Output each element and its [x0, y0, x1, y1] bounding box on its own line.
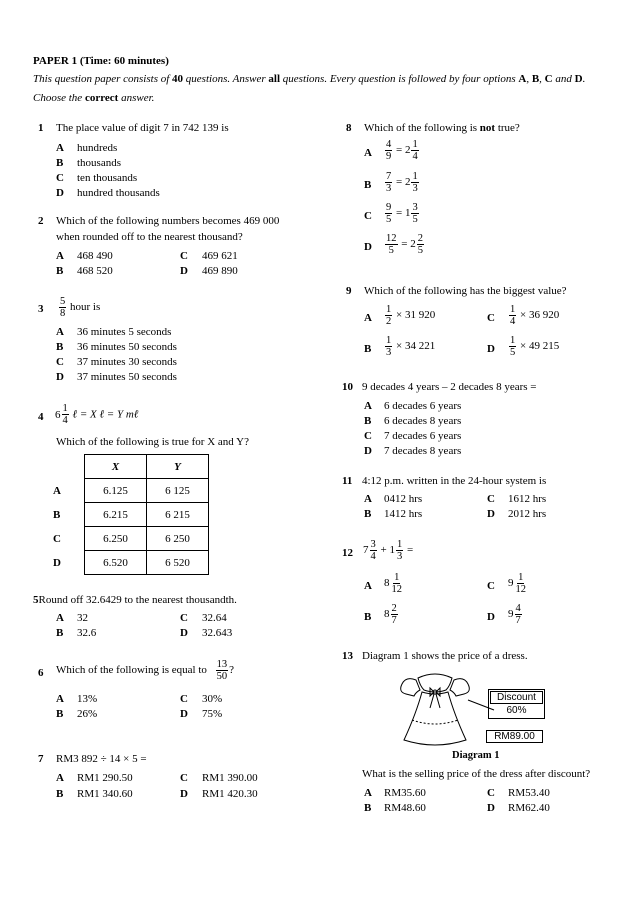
- question-stem: Which of the following is equal to $\frac{13}{50}$ ?: [56, 659, 235, 682]
- question-number: 1: [38, 122, 44, 134]
- option-label[interactable]: A: [56, 612, 64, 624]
- question-stem: RM3 892 ÷ 14 × 5 =: [56, 753, 147, 765]
- option-label[interactable]: B: [56, 708, 64, 720]
- option-label[interactable]: C: [180, 693, 188, 705]
- option-text[interactable]: 32.643: [202, 627, 233, 639]
- option-text[interactable]: 36 minutes 5 seconds: [77, 326, 172, 338]
- option-label[interactable]: A: [364, 787, 372, 799]
- option-text[interactable]: 7 decades 8 years: [384, 445, 462, 457]
- option-label[interactable]: B: [56, 265, 64, 277]
- option-text[interactable]: RM1 340.60: [77, 788, 133, 800]
- option-label[interactable]: B: [56, 157, 64, 169]
- discount-label: Discount: [490, 691, 543, 704]
- option-text[interactable]: RM53.40: [508, 787, 550, 799]
- option-text[interactable]: RM35.60: [384, 787, 426, 799]
- option-text[interactable]: 468 490: [77, 250, 113, 262]
- option-text[interactable]: 9 $\frac{1}{12}$: [508, 572, 526, 595]
- option-text[interactable]: 37 minutes 50 seconds: [77, 371, 177, 383]
- option-text[interactable]: hundred thousands: [77, 187, 160, 199]
- column-header: Y: [147, 455, 209, 479]
- instructions: This question paper consists of 40 questions. Answer all questions. Every question is followed by four options A, B, C and D. Choose the correct answer.: [33, 73, 586, 104]
- option-label[interactable]: A: [364, 312, 372, 324]
- question-stem: Which of the following numbers becomes 469 000: [56, 215, 280, 227]
- question-number: 2: [38, 215, 44, 227]
- question-number: 3: [38, 303, 44, 315]
- option-text[interactable]: 6 decades 6 years: [384, 400, 462, 412]
- option-label[interactable]: C: [364, 210, 372, 222]
- option-label[interactable]: B: [56, 627, 64, 639]
- option-text[interactable]: 0412 hrs: [384, 493, 423, 505]
- option-text[interactable]: $\frac{1}{4}$ × 36 920: [510, 304, 560, 327]
- question-stem: $\frac{5}{8}$ hour is: [60, 296, 101, 319]
- option-text[interactable]: RM1 290.50: [77, 772, 133, 784]
- question-number: 7: [38, 753, 44, 765]
- option-label[interactable]: C: [180, 250, 188, 262]
- option-label[interactable]: C: [180, 772, 188, 784]
- option-label[interactable]: A: [56, 693, 64, 705]
- dress-icon: [401, 674, 494, 745]
- diagram-caption: Diagram 1: [452, 750, 500, 761]
- option-label[interactable]: B: [364, 508, 372, 520]
- option-label[interactable]: B: [364, 343, 372, 355]
- question-number: 10: [342, 381, 353, 393]
- option-text[interactable]: $\frac{1}{3}$ × 34 221: [386, 335, 436, 358]
- discount-percent: 60%: [506, 705, 527, 716]
- original-price: RM89.00: [486, 730, 543, 743]
- option-text[interactable]: 469 621: [202, 250, 238, 262]
- option-text[interactable]: 13%: [77, 693, 98, 705]
- option-text[interactable]: $\frac{1}{5}$ × 49 215: [510, 335, 560, 358]
- option-text[interactable]: $\frac{7}{3}$ = 2 $\frac{1}{3}$: [386, 171, 418, 194]
- question-number: 8: [346, 122, 352, 134]
- option-text[interactable]: $\frac{4}{9}$ = 2 $\frac{1}{4}$: [386, 139, 418, 162]
- option-label[interactable]: C: [487, 787, 495, 799]
- price-tag: [488, 689, 545, 719]
- option-text[interactable]: 468 520: [77, 265, 113, 277]
- option-label[interactable]: B: [364, 179, 372, 191]
- option-label[interactable]: A: [56, 772, 64, 784]
- option-label[interactable]: D: [487, 802, 495, 814]
- option-text[interactable]: 32.6: [77, 627, 97, 639]
- option-label[interactable]: D: [364, 241, 372, 253]
- option-label[interactable]: D: [487, 508, 495, 520]
- column-header: X: [85, 455, 147, 479]
- option-text[interactable]: 469 890: [202, 265, 238, 277]
- question-number: 4: [38, 411, 44, 423]
- question-stem: 7 $\frac{3}{4}$ + 1 $\frac{1}{3}$ =: [363, 539, 414, 562]
- option-label[interactable]: D: [56, 187, 64, 199]
- option-text[interactable]: $\frac{1}{2}$ × 31 920: [386, 304, 436, 327]
- option-text[interactable]: 2012 hrs: [508, 508, 547, 520]
- question-stem: Diagram 1 shows the price of a dress.: [362, 650, 528, 662]
- question-number: 6: [38, 667, 44, 679]
- question-stem: Which of the following is not true?: [364, 122, 520, 134]
- option-label[interactable]: B: [364, 415, 372, 427]
- option-text[interactable]: 36 minutes 50 seconds: [77, 341, 177, 353]
- question-stem: 9 decades 4 years – 2 decades 8 years =: [362, 381, 537, 393]
- fraction: $\frac{5}{8}$: [60, 296, 66, 319]
- option-label[interactable]: A: [56, 250, 64, 262]
- option-label[interactable]: D: [487, 611, 495, 623]
- question-stem: 5Round off 32.6429 to the nearest thousandth.: [33, 594, 237, 606]
- option-label[interactable]: A: [364, 400, 372, 412]
- option-text[interactable]: 32: [77, 612, 88, 624]
- option-label[interactable]: D: [56, 371, 64, 383]
- option-label[interactable]: B: [56, 788, 64, 800]
- option-label[interactable]: D: [364, 445, 372, 457]
- option-label[interactable]: D: [180, 265, 188, 277]
- option-label[interactable]: C: [364, 430, 372, 442]
- option-label[interactable]: B: [364, 802, 372, 814]
- option-label[interactable]: A: [364, 147, 372, 159]
- option-text[interactable]: 32.64: [202, 612, 227, 624]
- option-text[interactable]: RM1 420.30: [202, 788, 258, 800]
- option-label[interactable]: D: [487, 343, 495, 355]
- question-stem: Which of the following is true for X and Y?: [56, 436, 249, 448]
- option-label[interactable]: C: [487, 312, 495, 324]
- table-row[interactable]: B 6.215 6 215: [52, 503, 209, 527]
- option-text[interactable]: 8 $\frac{1}{12}$: [384, 572, 402, 595]
- option-text[interactable]: 7 decades 6 years: [384, 430, 462, 442]
- question-stem: 4:12 p.m. written in the 24-hour system is: [362, 475, 547, 487]
- option-text[interactable]: 6 decades 8 years: [384, 415, 462, 427]
- option-text[interactable]: RM1 390.00: [202, 772, 258, 784]
- option-text[interactable]: 9 $\frac{4}{7}$: [508, 603, 521, 626]
- question-stem: Which of the following has the biggest value?: [364, 285, 567, 297]
- option-text[interactable]: $\frac{9}{5}$ = 1 $\frac{3}{5}$: [386, 202, 418, 225]
- option-text[interactable]: ten thousands: [77, 172, 138, 184]
- option-text[interactable]: RM48.60: [384, 802, 426, 814]
- option-text[interactable]: 26%: [77, 708, 98, 720]
- table-row[interactable]: C 6.250 6 250: [52, 527, 209, 551]
- option-label[interactable]: D: [180, 708, 188, 720]
- option-label[interactable]: A: [56, 326, 64, 338]
- paper-title: PAPER 1 (Time: 60 minutes): [33, 55, 169, 67]
- option-text[interactable]: thousands: [77, 157, 121, 169]
- option-text[interactable]: 1612 hrs: [508, 493, 547, 505]
- option-label[interactable]: C: [180, 612, 188, 624]
- question-stem: 6 $\frac{1}{4}$ ℓ = X ℓ = Y mℓ: [55, 403, 139, 426]
- option-text[interactable]: 37 minutes 30 seconds: [77, 356, 177, 368]
- table-row[interactable]: A 6.125 6 125: [52, 479, 209, 503]
- option-label[interactable]: B: [364, 611, 372, 623]
- question-number: 12: [342, 547, 353, 559]
- option-text[interactable]: RM62.40: [508, 802, 550, 814]
- option-label[interactable]: D: [180, 627, 188, 639]
- option-label[interactable]: A: [56, 142, 64, 154]
- question-number: 13: [342, 650, 353, 662]
- option-text[interactable]: hundreds: [77, 142, 118, 154]
- question-stem: What is the selling price of the dress after discount?: [362, 768, 591, 780]
- option-text[interactable]: 1412 hrs: [384, 508, 423, 520]
- option-label[interactable]: C: [56, 172, 64, 184]
- option-label[interactable]: C: [56, 356, 64, 368]
- option-label[interactable]: A: [364, 493, 372, 505]
- option-text[interactable]: $\frac{12}{5}$ = 2 $\frac{2}{5}$: [386, 233, 423, 256]
- option-label[interactable]: D: [180, 788, 188, 800]
- question-number: 9: [346, 285, 352, 297]
- option-text[interactable]: 30%: [202, 693, 223, 705]
- option-label[interactable]: A: [364, 580, 372, 592]
- question-stem: The place value of digit 7 in 742 139 is: [56, 122, 229, 134]
- question-stem: when rounded off to the nearest thousand?: [56, 231, 243, 243]
- option-label[interactable]: B: [56, 341, 64, 353]
- option-label[interactable]: C: [487, 580, 495, 592]
- answer-table: [52, 454, 209, 575]
- question-number: 11: [342, 475, 353, 487]
- option-text[interactable]: 75%: [202, 708, 223, 720]
- option-text[interactable]: 8 $\frac{2}{7}$: [384, 603, 397, 626]
- table-row[interactable]: D 6.520 6 520: [52, 551, 209, 575]
- option-label[interactable]: C: [487, 493, 495, 505]
